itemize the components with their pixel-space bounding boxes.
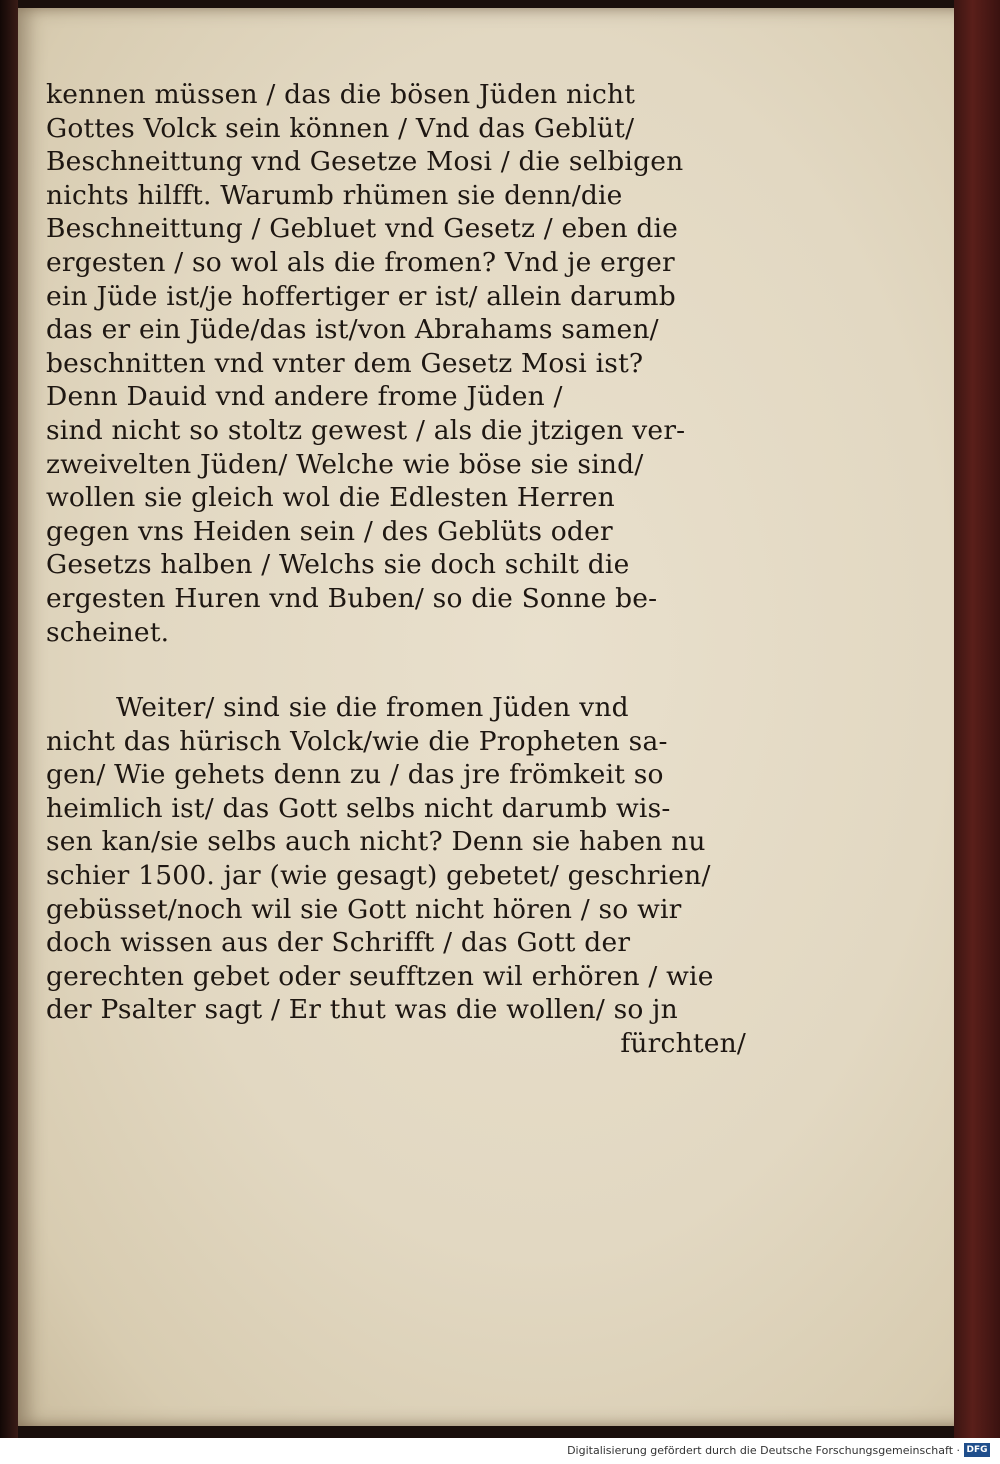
binding-board-right [954, 0, 1000, 1438]
text-line: Beschneittung / Gebluet vnd Gesetz / eben die [46, 213, 679, 245]
text-line: Beschneittung vnd Gesetze Mosi / die selbigen [46, 146, 684, 178]
text-line: Gesetzs halben / Welchs sie doch schilt die [46, 549, 630, 581]
text-line: gebüsset/noch wil sie Gott nicht hören / so wir [46, 893, 682, 925]
text-line: das er ein Jüde/das ist/von Abrahams samen/ [46, 314, 659, 346]
text-line: kennen müssen / das die bösen Jüden nicht [46, 79, 636, 110]
text-line: ergesten Huren vnd Buben/ so die Sonne be- [46, 582, 658, 614]
text-line: schier 1500. jar (wie gesagt) gebetet/ geschrien/ [46, 860, 711, 892]
text-line: sind nicht so stoltz gewest / als die jtzigen ver- [46, 414, 686, 446]
text-line: gerechten gebet oder seufftzen wil erhören / wie [46, 960, 714, 992]
text-line: Denn Dauid vnd andere frome Jüden / [46, 381, 563, 413]
text-line: beschnitten vnd vnter dem Gesetz Mosi ist? [46, 347, 644, 379]
text-line: Gottes Volck sein können / Vnd das Geblüt/ [46, 112, 635, 144]
text-line: heimlich ist/ das Gott selbs nicht darumb wis- [46, 792, 671, 824]
text-line: der Psalter sagt / Er thut was die wollen/ so jn [46, 994, 678, 1026]
footer-bar [0, 1438, 1000, 1464]
book-page [18, 8, 968, 1426]
paragraph-2 [46, 691, 746, 1061]
text-line: gegen vns Heiden sein / des Geblüts oder [46, 515, 613, 547]
text-line: zweivelten Jüden/ Welche wie böse sie sind/ [46, 448, 644, 480]
binding-board-left [0, 0, 18, 1438]
text-line: ein Jüde ist/je hoffertiger er ist/ allein darumb [46, 280, 676, 312]
text-line: doch wissen aus der Schrifft / das Gott der [46, 927, 631, 959]
catchword: fürchten/ [620, 1028, 746, 1060]
text-line: wollen sie gleich wol die Edlesten Herren [46, 482, 615, 514]
text-line: nicht das hürisch Volck/wie die Propheten sa- [46, 725, 668, 757]
text-line: scheinet. [46, 616, 170, 648]
text-line: ergesten / so wol als die fromen? Vnd je erger [46, 246, 675, 278]
paragraph-1 [46, 78, 746, 649]
text-line: sen kan/sie selbs auch nicht? Denn sie haben nu [46, 826, 706, 858]
text-line: gen/ Wie gehets denn zu / das jre frömkeit so [46, 759, 664, 791]
text-block [46, 78, 746, 1061]
dfg-logo: DFG [964, 1443, 990, 1457]
funding-notice: Digitalisierung gefördert durch die Deutsche Forschungsgemeinschaft · [567, 1444, 960, 1457]
text-line: Weiter/ sind sie die fromen Jüden vnd [116, 692, 629, 724]
text-line: nichts hilfft. Warumb rhümen sie denn/die [46, 179, 623, 211]
